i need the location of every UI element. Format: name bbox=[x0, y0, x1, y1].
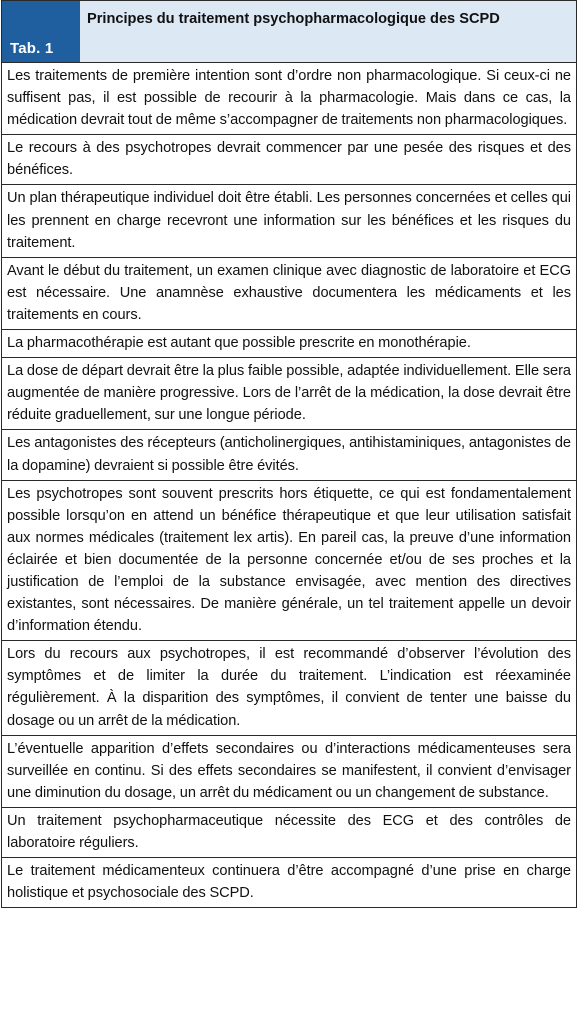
table-header bbox=[2, 1, 576, 63]
table-row: Un plan thérapeutique individuel doit être établi. Les personnes concernées et celles qui les prennent en charge recevront une information sur les bénéfices et les risques du traitement. bbox=[2, 185, 576, 257]
table-row: Les antagonistes des récepteurs (anticholinergiques, antihistaminiques, antagonistes de la dopamine) devraient si possible être évités. bbox=[2, 430, 576, 480]
table-row: Les traitements de première intention sont d’ordre non pharmacologique. Si ceux-ci ne suffisent pas, il est possible de recourir à la pharmacologie. Mais dans ce cas, la médication devrait tout de même s’accompagner de traitements non pharmacologiques. bbox=[2, 63, 576, 135]
table-row: Le recours à des psychotropes devrait commencer par une pesée des risques et des bénéfices. bbox=[2, 135, 576, 185]
table-row: Avant le début du traitement, un examen clinique avec diagnostic de laboratoire et ECG est nécessaire. Une anamnèse exhaustive documentera les médicaments et les traitements en cours. bbox=[2, 258, 576, 330]
table-title: Principes du traitement psychopharmacologique des SCPD bbox=[80, 1, 576, 62]
table-row: Un traitement psychopharmaceutique nécessite des ECG et des contrôles de laboratoire réguliers. bbox=[2, 808, 576, 858]
table-row: Les psychotropes sont souvent prescrits hors étiquette, ce qui est fondamentalement possible lorsqu’on en attend un bénéfice thérapeutique et que leur utilisation satisfait aux normes médicales (traitement lex artis). En pareil cas, la preuve d’une information éclairée et bien documentée de la personne concernée et/ou de ses proches et la justification de l’emploi de la substance envisagée, avec mention des directives existantes, sont nécessaires. De manière générale, un tel traitement appelle un devoir d’information étendu. bbox=[2, 481, 576, 642]
table-row: L’éventuelle apparition d’effets secondaires ou d’interactions médicamenteuses sera surveillée en continu. Si des effets secondaires se manifestent, il convient d’envisager une diminution du dosage, un arrêt du médicament ou un changement de substance. bbox=[2, 736, 576, 808]
table-row: Lors du recours aux psychotropes, il est recommandé d’observer l’évolution des symptômes et de limiter la durée du traitement. L’indication est réexaminée régulièrement. À la disparition des symptômes, il convient de tenter une baisse du dosage ou un arrêt de la médication. bbox=[2, 641, 576, 735]
table-number-label: Tab. 1 bbox=[2, 1, 80, 62]
table-row: La dose de départ devrait être la plus faible possible, adaptée individuellement. Elle sera augmentée de manière progressive. Lors de l’arrêt de la médication, la dose devrait être réduite graduellement, sur une longue période. bbox=[2, 358, 576, 430]
principles-table bbox=[1, 0, 577, 908]
table-row: Le traitement médicamenteux continuera d’être accompagné d’une prise en charge holistique et psychosociale des SCPD. bbox=[7, 863, 571, 902]
table-row: La pharmacothérapie est autant que possible prescrite en monothérapie. bbox=[2, 330, 576, 358]
